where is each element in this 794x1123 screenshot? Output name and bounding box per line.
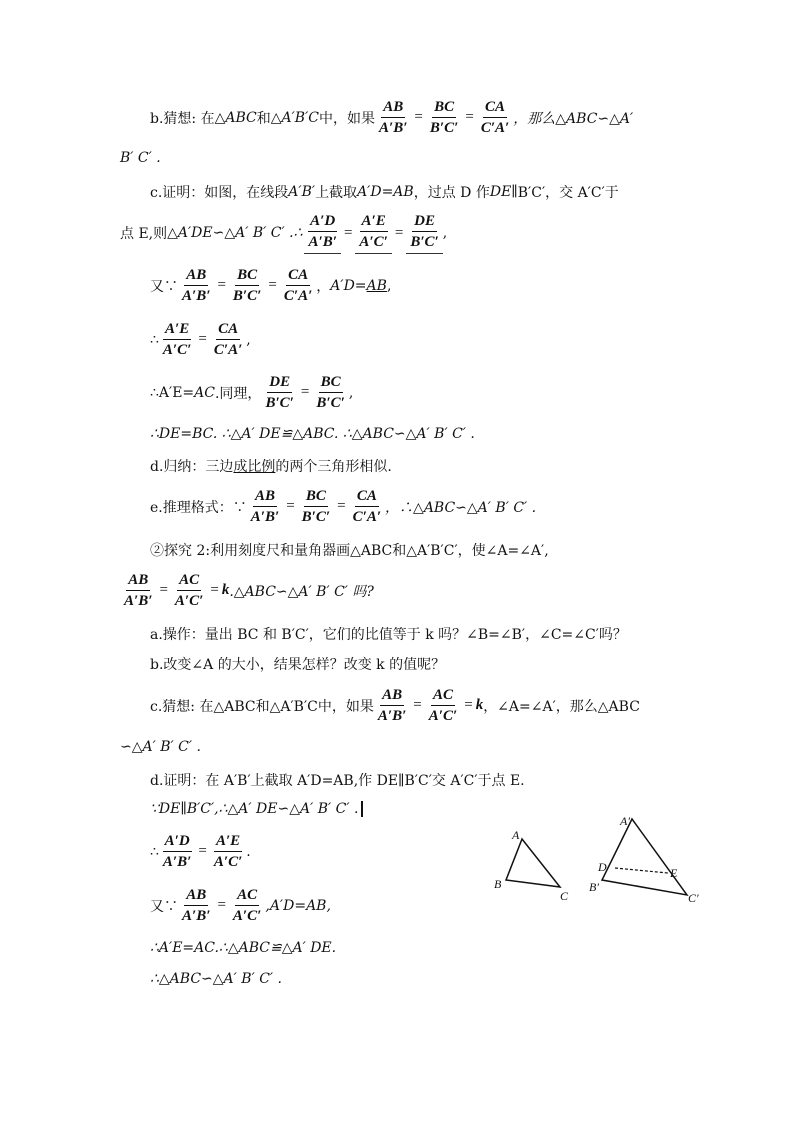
fraction-ca-4: $\frac{CA}{C'A'}$	[352, 488, 382, 525]
label-b: B	[494, 877, 502, 891]
label-e: E	[670, 866, 678, 880]
fraction-bc-2: $\frac{BC}{B'C'}$	[232, 267, 262, 304]
fraction-ad-2: $\frac{A'D}{A'B'}$	[162, 833, 192, 870]
induction-post: 的两个三角形相似.	[275, 459, 392, 475]
segment-apb: A′B′	[288, 184, 316, 200]
fraction-ab: $\frac{AB}{A'B'}$	[378, 99, 408, 136]
point-e-text: 点 E,则	[120, 226, 168, 242]
ac-text: AC	[194, 384, 215, 401]
guess-line-2: c.猜想: 在△ABC和△A′B′C中，如果 $\frac{AB}{A'B'}$ = $\frac{AC}{A'C'}$ = k ，∠A=∠A′，那么△ABC	[150, 687, 640, 724]
label-c-prime: C′	[688, 891, 699, 905]
fraction-ae: $\frac{A'E}{A'C'}$	[359, 213, 388, 250]
fraction-bc-4: $\frac{BC}{B'C'}$	[301, 488, 331, 525]
fraction-de: $\frac{DE}{B'C'}$	[410, 213, 439, 250]
period: .	[246, 843, 251, 860]
if-text: 中，如果	[318, 110, 375, 127]
fraction-ca-2: $\frac{CA}{C'A'}$	[283, 267, 313, 304]
ab-underlined: AB	[366, 277, 387, 294]
fraction-ab-3: $\frac{AB}{A'B'}$	[250, 488, 280, 525]
ae-eq: ∴A′E=	[150, 384, 195, 401]
guess-continuation: B′ C′ .	[120, 150, 161, 166]
because-text: 又∵	[150, 278, 178, 295]
fraction-bc: $\frac{BC}{B'C'}$	[429, 99, 459, 136]
fraction-ca-3: $\frac{CA}{C'A'}$	[213, 321, 243, 358]
then-text: ，那么△ABC∽△A′	[513, 110, 634, 127]
fraction-ab-5: $\frac{AB}{A'B'}$	[377, 687, 407, 724]
guess-prefix: b.猜想: 在	[150, 110, 215, 127]
and-text: 和	[256, 110, 271, 127]
k-value-2: k	[475, 697, 484, 713]
proof-intersect: B′C′，交 A′C′于	[517, 185, 619, 201]
reasoning-line: e.推理格式：∵ $\frac{AB}{A'B'}$ = $\frac{BC}{B'C'}$ = $\frac{CA}{C'A'}$ ，∴△ABC∽△A′ B′ C′ .	[150, 488, 537, 525]
therefore-line-6: ∴△ABC∽△A′ B′ C′ .	[150, 971, 282, 987]
therefore-line-3: ∴DE=BC. ∴△A′ DE≌△ABC. ∴△ABC∽△A′ B′ C′ .	[150, 426, 475, 442]
therefore-symbol-2: ∴	[150, 843, 159, 860]
therefore-line-4: ∴ $\frac{A'D}{A'B'}$ = $\frac{A'E}{A'C'}$ .	[150, 833, 251, 870]
triangle-abc: △ABC	[214, 109, 257, 126]
proof-intro: c.证明：如图，在线段	[150, 185, 289, 201]
triangle-apbpcp-figure	[589, 814, 699, 905]
guess2-post: ，∠A=∠A′，那么△ABC	[483, 698, 640, 715]
explore2-line-2: $\frac{AB}{A'B'}$ = $\frac{AC}{A'C'}$ = k .△ABC∽△A′ B′ C′ 吗?	[124, 572, 374, 609]
comma-3: ,	[348, 384, 354, 401]
similar-ade: △A′DE∽△A′ B′ C′ .∴	[167, 225, 303, 241]
fraction-ac: $\frac{AC}{A'C'}$	[174, 572, 204, 609]
fraction-ae-3: $\frac{A'E}{A'C'}$	[213, 833, 243, 870]
ad-eq-ab: ,A′D=AB,	[265, 897, 331, 914]
reasoning-post: ，∴△ABC∽△A′ B′ C′ .	[385, 499, 537, 516]
comma-2: ,	[246, 331, 251, 348]
therefore-symbol: ∴	[150, 331, 159, 348]
because-text-2: 又∵	[150, 898, 178, 915]
fraction-ad: $\frac{A'D}{A'B'}$	[308, 213, 337, 250]
triangle-abc-figure	[494, 828, 569, 903]
label-a: A	[512, 828, 520, 842]
triangle-figures	[480, 805, 720, 915]
fraction-ab-4: $\frac{AB}{A'B'}$	[124, 572, 153, 609]
fraction-ac-2: $\frac{AC}{A'C'}$	[428, 687, 458, 724]
label-c: C	[560, 889, 569, 903]
fraction-ae-2: $\frac{A'E}{A'C'}$	[162, 321, 192, 358]
fraction-ac-3: $\frac{AC}{A'C'}$	[232, 887, 262, 924]
de-parallel: DE∥	[489, 184, 518, 200]
guess-line-1: b.猜想: 在 △ABC 和 △A′B′C 中，如果 $\frac{AB}{A'B'}$ = $\frac{BC}{B'C'}$ = $\frac{CA}{C'A'}$ ，那么△ABC∽△A′	[150, 99, 634, 136]
sep-2: ,	[386, 277, 392, 294]
fraction-de-2: $\frac{DE}{B'C'}$	[265, 374, 294, 411]
since-text: ∵DE∥B′C′,∴△A′ DE∽△A′ B′ C′ .	[150, 801, 359, 817]
ad-equals-ab: A′D=AB	[357, 184, 414, 200]
k-value: k	[221, 582, 230, 598]
proof-line-2: 点 E,则 △A′DE∽△A′ B′ C′ .∴ $\frac{A'D}{A'B'}$ = $\frac{A'E}{A'C'}$ = $\frac{DE}{B'C'}$ ,	[120, 212, 447, 254]
explore2-question: .△ABC∽△A′ B′ C′ 吗?	[229, 583, 374, 600]
proof2-line: d.证明：在 A′B′上截取 A′D=AB,作 DE∥B′C′交 A′C′于点 E.	[150, 773, 525, 789]
explore2-line-1: ②探究 2:利用刻度尺和量角器画△ABC和△A′B′C′，使∠A=∠A′,	[150, 543, 549, 559]
similarly-text: .同理，	[214, 385, 262, 402]
proof-cut: 上截取	[315, 185, 358, 201]
induction-line	[150, 456, 392, 476]
therefore-line-2: ∴A′E= AC .同理， $\frac{DE}{B'C'}$ = $\frac{BC}{B'C'}$ ,	[150, 374, 354, 411]
therefore-line-5: ∴A′E=AC.∴△ABC≌△A′ DE.	[150, 940, 337, 956]
again-line: 又∵ $\frac{AB}{A'B'}$ = $\frac{BC}{B'C'}$ = $\frac{CA}{C'A'}$ ， A′D= AB ,	[150, 267, 392, 304]
proof-through-d: ，过点 D 作	[413, 185, 490, 201]
reasoning-pre: e.推理格式：∵	[150, 499, 247, 516]
fraction-ca: $\frac{CA}{C'A'}$	[480, 99, 510, 136]
proof-line-1	[150, 182, 619, 202]
therefore-line-1: ∴ $\frac{A'E}{A'C'}$ = $\frac{CA}{C'A'}$ ,	[150, 321, 251, 358]
since-line	[150, 801, 363, 817]
label-d: D	[598, 860, 607, 874]
ad-eq: A′D=	[330, 277, 367, 294]
guess2-continuation: ∽△A′ B′ C′ .	[120, 739, 201, 755]
sep: ，	[316, 278, 331, 295]
text-cursor	[361, 801, 363, 817]
induction-underlined: 成比例	[233, 459, 276, 475]
induction-pre: d.归纳：三边	[150, 459, 234, 475]
label-a-prime: A′	[620, 814, 630, 828]
change-angle-line: b.改变∠A 的大小，结果怎样？改变 k 的值呢？	[150, 657, 446, 673]
comma: ,	[442, 225, 448, 241]
triangle-a-prime: △A′B′C	[270, 109, 319, 126]
again-line-2: 又∵ $\frac{AB}{A'B'}$ = $\frac{AC}{A'C'}$ ,A′D=AB,	[150, 887, 331, 924]
fraction-ab-2: $\frac{AB}{A'B'}$	[182, 267, 211, 304]
fraction-bc-3: $\frac{BC}{B'C'}$	[316, 374, 345, 411]
label-b-prime: B′	[589, 880, 599, 894]
guess2-pre: c.猜想: 在△ABC和△A′B′C中，如果	[150, 698, 374, 715]
operation-line: a.操作：量出 BC 和 B′C′，它们的比值等于 k 吗？∠B=∠B′，∠C=∠C′吗？	[150, 627, 627, 643]
fraction-ab-6: $\frac{AB}{A'B'}$	[182, 887, 211, 924]
